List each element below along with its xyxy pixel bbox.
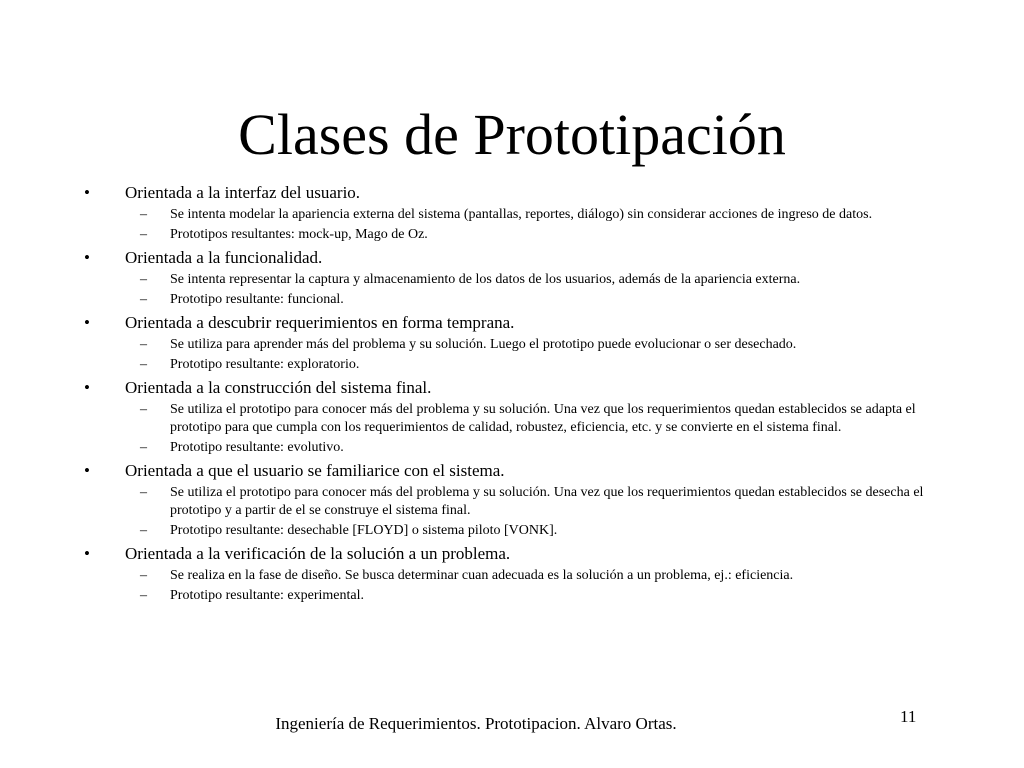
sub-item (84, 484, 944, 520)
sub-text: Se utiliza el prototipo para conocer más del problema y su solución. Una vez que los requerimientos quedan establecidos se adapta el prototipo para que cumpla con los requerimientos de calidad, robustez, eficiencia, etc. y se convierte en el sistema final. (170, 402, 916, 435)
bullet-group (84, 460, 944, 540)
sub-text: Prototipos resultantes: mock-up, Mago de Oz. (170, 227, 428, 242)
bullet-group (84, 247, 944, 309)
sub-item (84, 522, 944, 540)
slide-title: Clases de Prototipación (238, 102, 786, 167)
sub-marker: – (140, 337, 147, 352)
sub-marker: – (140, 568, 147, 583)
sub-item (84, 439, 944, 457)
bullet-list (84, 182, 944, 608)
page-number: 11 (900, 707, 917, 726)
bullet-item (84, 247, 944, 269)
bullet-text: Orientada a descubrir requerimientos en forma temprana. (125, 313, 515, 332)
bullet-marker: • (84, 248, 90, 267)
sub-marker: – (140, 588, 147, 603)
sub-marker: – (140, 402, 147, 417)
bullet-item (84, 377, 944, 399)
sub-item (84, 291, 944, 309)
sub-text: Se realiza en la fase de diseño. Se busca determinar cuan adecuada es la solución a un problema, ej.: eficiencia. (170, 568, 794, 583)
bullet-group (84, 543, 944, 605)
bullet-text: Orientada a la construcción del sistema final. (125, 378, 432, 397)
bullet-group (84, 377, 944, 457)
sub-text: Prototipo resultante: exploratorio. (170, 357, 360, 372)
bullet-text: Orientada a la funcionalidad. (125, 248, 323, 267)
sub-item (84, 271, 944, 289)
sub-marker: – (140, 272, 147, 287)
bullet-item (84, 543, 944, 565)
sub-marker: – (140, 523, 147, 538)
bullet-item (84, 182, 944, 204)
bullet-text: Orientada a que el usuario se familiarice con el sistema. (125, 461, 505, 480)
sub-text: Prototipo resultante: desechable [FLOYD] o sistema piloto [VONK]. (170, 523, 558, 538)
sub-text: Prototipo resultante: funcional. (170, 292, 344, 307)
sub-marker: – (140, 485, 147, 500)
sub-text: Se intenta modelar la apariencia externa del sistema (pantallas, reportes, diálogo) sin considerar acciones de ingreso de datos. (170, 207, 873, 222)
sub-text: Prototipo resultante: evolutivo. (170, 440, 344, 455)
sub-marker: – (140, 207, 147, 222)
sub-item (84, 587, 944, 605)
sub-text: Se intenta representar la captura y almacenamiento de los datos de los usuarios, además de la apariencia externa. (170, 272, 801, 287)
slide-footer: Ingeniería de Requerimientos. Prototipacion. Alvaro Ortas. (275, 714, 677, 733)
sub-item (84, 356, 944, 374)
bullet-group (84, 312, 944, 374)
sub-marker: – (140, 440, 147, 455)
bullet-marker: • (84, 183, 90, 202)
sub-item (84, 401, 944, 437)
sub-text: Se utiliza para aprender más del problema y su solución. Luego el prototipo puede evolucionar o ser desechado. (170, 337, 797, 352)
bullet-group (84, 182, 944, 244)
sub-marker: – (140, 292, 147, 307)
bullet-marker: • (84, 378, 90, 397)
bullet-item (84, 460, 944, 482)
sub-text: Se utiliza el prototipo para conocer más del problema y su solución. Una vez que los requerimientos quedan establecidos se desecha el prototipo y a partir de el se construye el sistema final. (170, 485, 924, 518)
bullet-marker: • (84, 313, 90, 332)
sub-item (84, 336, 944, 354)
bullet-text: Orientada a la verificación de la solución a un problema. (125, 544, 511, 563)
bullet-marker: • (84, 544, 90, 563)
sub-text: Prototipo resultante: experimental. (170, 588, 365, 603)
sub-item (84, 206, 944, 224)
bullet-marker: • (84, 461, 90, 480)
sub-item (84, 567, 944, 585)
sub-marker: – (140, 357, 147, 372)
sub-marker: – (140, 227, 147, 242)
bullet-item (84, 312, 944, 334)
sub-item (84, 226, 944, 244)
bullet-text: Orientada a la interfaz del usuario. (125, 183, 361, 202)
